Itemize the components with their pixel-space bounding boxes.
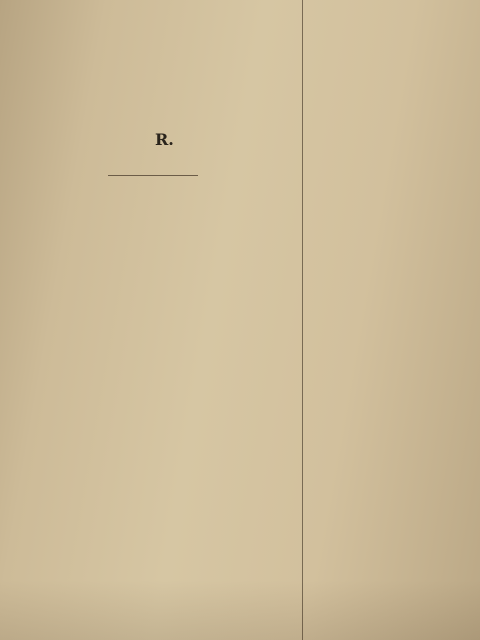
section-letter: R. [155,130,174,149]
page-shadow [0,580,480,640]
column-divider [302,0,303,640]
right-index-column [306,0,480,640]
rule-under-raedergebackenes [108,175,198,176]
